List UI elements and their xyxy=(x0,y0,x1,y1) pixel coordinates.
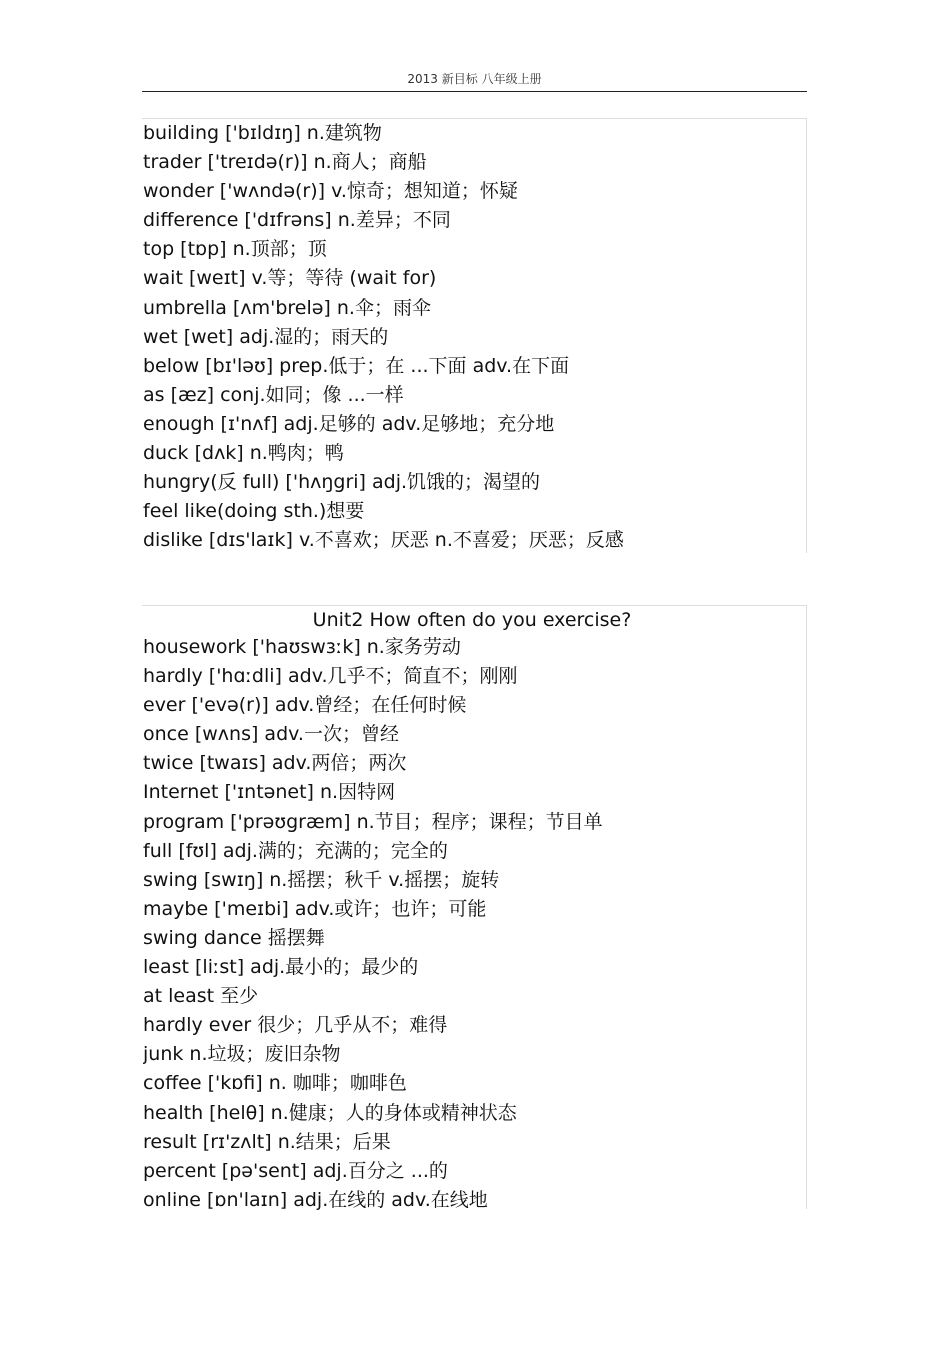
vocab-entry: duck [dʌk] n.鸭肉；鸭 xyxy=(143,442,344,465)
unit-title: Unit2 How often do you exercise? xyxy=(312,609,632,631)
vocab-section-2 xyxy=(142,605,807,1209)
vocab-entry: percent [pə'sent] adj.百分之 ...的 xyxy=(143,1159,448,1182)
vocab-entry: enough [ɪ'nʌf] adj.足够的 adv.足够地；充分地 xyxy=(143,412,555,435)
vocab-list-1 xyxy=(143,119,803,555)
vocab-entry: swing [swɪŋ] n.摇摆；秋千 v.摇摆；旋转 xyxy=(143,868,500,891)
vocab-entry: swing dance 摇摆舞 xyxy=(143,926,325,949)
vocab-entry: at least 至少 xyxy=(143,985,259,1008)
vocab-entry: once [wʌns] adv.一次；曾经 xyxy=(143,723,399,746)
vocab-entry: health [helθ] n.健康；人的身体或精神状态 xyxy=(143,1101,517,1124)
vocab-entry: dislike [dɪs'laɪk] v.不喜欢；厌恶 n.不喜爱；厌恶；反感 xyxy=(143,529,624,552)
vocab-entry: ever ['evə(r)] adv.曾经；在任何时候 xyxy=(143,694,467,717)
vocab-section-1 xyxy=(142,118,807,553)
vocab-entry: top [tɒp] n.顶部；顶 xyxy=(143,238,327,261)
vocab-entry: hungry(反 full) ['hʌŋgri] adj.饥饿的；渴望的 xyxy=(143,471,541,494)
vocab-entry: wet [wet] adj.湿的；雨天的 xyxy=(143,325,389,348)
vocab-entry: difference ['dɪfrəns] n.差异；不同 xyxy=(143,209,451,232)
vocab-entry: Internet ['ɪntənet] n.因特网 xyxy=(143,781,396,804)
vocab-entry: twice [twaɪs] adv.两倍；两次 xyxy=(143,752,407,775)
vocab-entry: hardly ever 很少；几乎从不；难得 xyxy=(143,1014,448,1037)
vocab-entry: program ['prəʊgræm] n.节目；程序；课程；节目单 xyxy=(143,810,603,833)
vocab-entry: housework ['haʊswɜːk] n.家务劳动 xyxy=(143,636,461,658)
vocab-entry: least [liːst] adj.最小的；最少的 xyxy=(143,956,419,979)
vocab-entry: coffee ['kɒfi] n. 咖啡；咖啡色 xyxy=(143,1072,407,1095)
vocab-entry: trader ['treɪdə(r)] n.商人；商船 xyxy=(143,151,427,174)
vocab-entry: umbrella [ʌm'brelə] n.伞；雨伞 xyxy=(143,296,431,319)
vocab-entry: feel like(doing sth.)想要 xyxy=(143,500,365,523)
header-divider xyxy=(142,91,807,92)
vocab-entry: result [rɪ'zʌlt] n.结果；后果 xyxy=(143,1130,391,1153)
vocab-entry: below [bɪ'ləʊ] prep.低于；在 ...下面 adv.在下面 xyxy=(143,354,570,377)
vocab-entry: online [ɒn'laɪn] adj.在线的 adv.在线地 xyxy=(143,1188,488,1211)
vocab-entry: maybe ['meɪbi] adv.或许；也许；可能 xyxy=(143,897,487,920)
vocab-entry: full [fʊl] adj.满的；充满的；完全的 xyxy=(143,839,448,862)
vocab-list-2 xyxy=(143,633,803,1215)
vocab-entry: as [æz] conj.如同；像 ...一样 xyxy=(143,383,404,406)
vocab-entry: hardly ['hɑːdli] adv.几乎不；简直不；刚刚 xyxy=(143,665,518,688)
page-header: 2013 新目标 八年级上册 xyxy=(407,72,542,86)
vocab-entry: junk n.垃圾；废旧杂物 xyxy=(143,1043,341,1066)
vocab-entry: wonder ['wʌndə(r)] v.惊奇；想知道；怀疑 xyxy=(143,180,518,203)
vocab-entry: wait [weɪt] v.等；等待 (wait for) xyxy=(143,267,437,290)
vocab-entry: building ['bɪldɪŋ] n.建筑物 xyxy=(143,122,382,144)
